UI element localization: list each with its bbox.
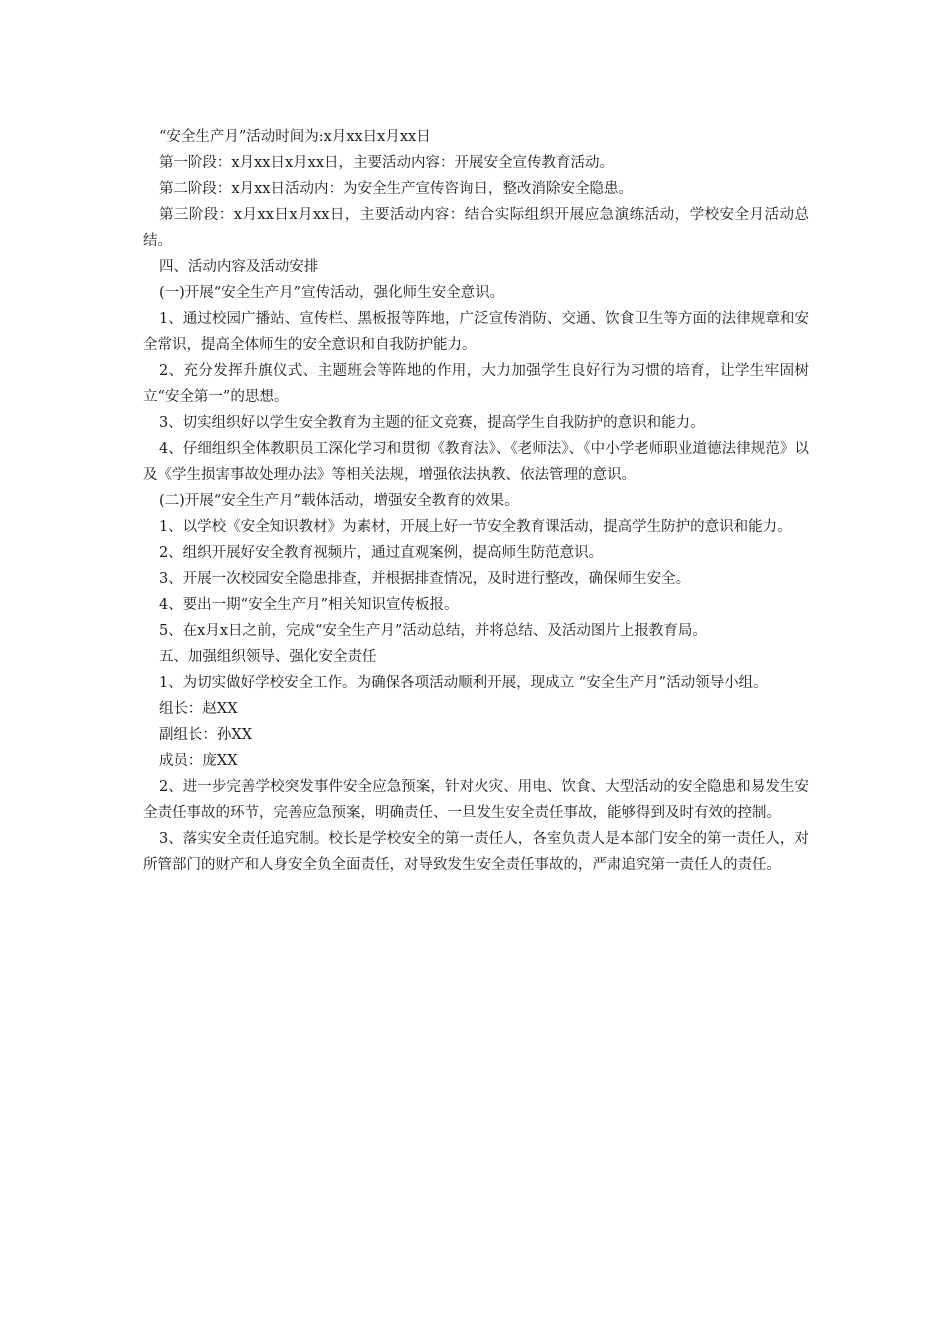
document-body: [143, 124, 809, 878]
leader-line: 组长：赵XX: [158, 701, 238, 717]
subsection-heading-one: (一)开展“安全生产月”宣传活动，强化师生安全意识。: [158, 285, 505, 301]
list-item: 3、落实安全责任追究制。校长是学校安全的第一责任人，各室负责人是本部门安全的第一责任人，对所管部门的财产和人身安全负全面责任，对导致发生安全责任事故的，严肃追究第一责任人的责任。: [143, 831, 809, 873]
list-item: 1、以学校《安全知识教材》为素材，开展上好一节安全教育课活动，提高学生防护的意识和能力。: [158, 519, 792, 535]
member-line: 成员：庞XX: [158, 753, 238, 769]
paragraph-phase-two: 第二阶段：x月xx日活动内：为安全生产宣传咨询日，整改消除安全隐患。: [158, 181, 633, 197]
list-item: 1、通过校园广播站、宣传栏、黑板报等阵地，广泛宣传消防、交通、饮食卫生等方面的法律规章和安全常识，提高全体师生的安全意识和自我防护能力。: [143, 311, 809, 353]
section-heading-five: 五、加强组织领导、强化安全责任: [158, 649, 377, 665]
list-item: 4、仔细组织全体教职员工深化学习和贯彻《教育法》、《老师法》、《中小学老师职业道德法律规范》以及《学生损害事故处理办法》等相关法规，增强依法执教、依法管理的意识。: [143, 441, 809, 483]
subsection-heading-two: (二)开展“安全生产月”载体活动，增强安全教育的效果。: [158, 493, 519, 509]
list-item: 2、组织开展好安全教育视频片，通过直观案例，提高师生防范意识。: [158, 545, 604, 561]
list-item: 5、在x月x日之前，完成“安全生产月”活动总结，并将总结、及活动图片上报教育局。: [158, 623, 707, 639]
list-item: 2、进一步完善学校突发事件安全应急预案，针对火灾、用电、饮食、大型活动的安全隐患和易发生安全责任事故的环节，完善应急预案，明确责任、一旦发生安全责任事故，能够得到及时有效的控制。: [143, 779, 809, 821]
list-item: 3、开展一次校园安全隐患排查，并根据排查情况，及时进行整改，确保师生安全。: [158, 571, 691, 587]
list-item: 2、充分发挥升旗仪式、主题班会等阵地的作用，大力加强学生良好行为习惯的培育，让学生牢固树立“安全第一”的思想。: [143, 363, 809, 405]
list-item: 3、切实组织好以学生安全教育为主题的征文竞赛，提高学生自我防护的意识和能力。: [158, 415, 705, 431]
list-item: 4、要出一期“安全生产月”相关知识宣传板报。: [158, 597, 459, 613]
paragraph-activity-time: “安全生产月”活动时间为:x月xx日x月xx日: [158, 129, 431, 145]
paragraph-phase-three: 第三阶段：x月xx日x月xx日，主要活动内容：结合实际组织开展应急演练活动，学校安全月活动总结。: [143, 207, 809, 249]
list-item: 1、为切实做好学校安全工作。为确保各项活动顺利开展，现成立 “安全生产月”活动领导小组。: [158, 675, 768, 691]
section-heading-four: 四、活动内容及活动安排: [158, 259, 319, 275]
deputy-leader-line: 副组长：孙XX: [158, 727, 253, 743]
paragraph-phase-one: 第一阶段：x月xx日x月xx日，主要活动内容：开展安全宣传教育活动。: [158, 155, 614, 171]
